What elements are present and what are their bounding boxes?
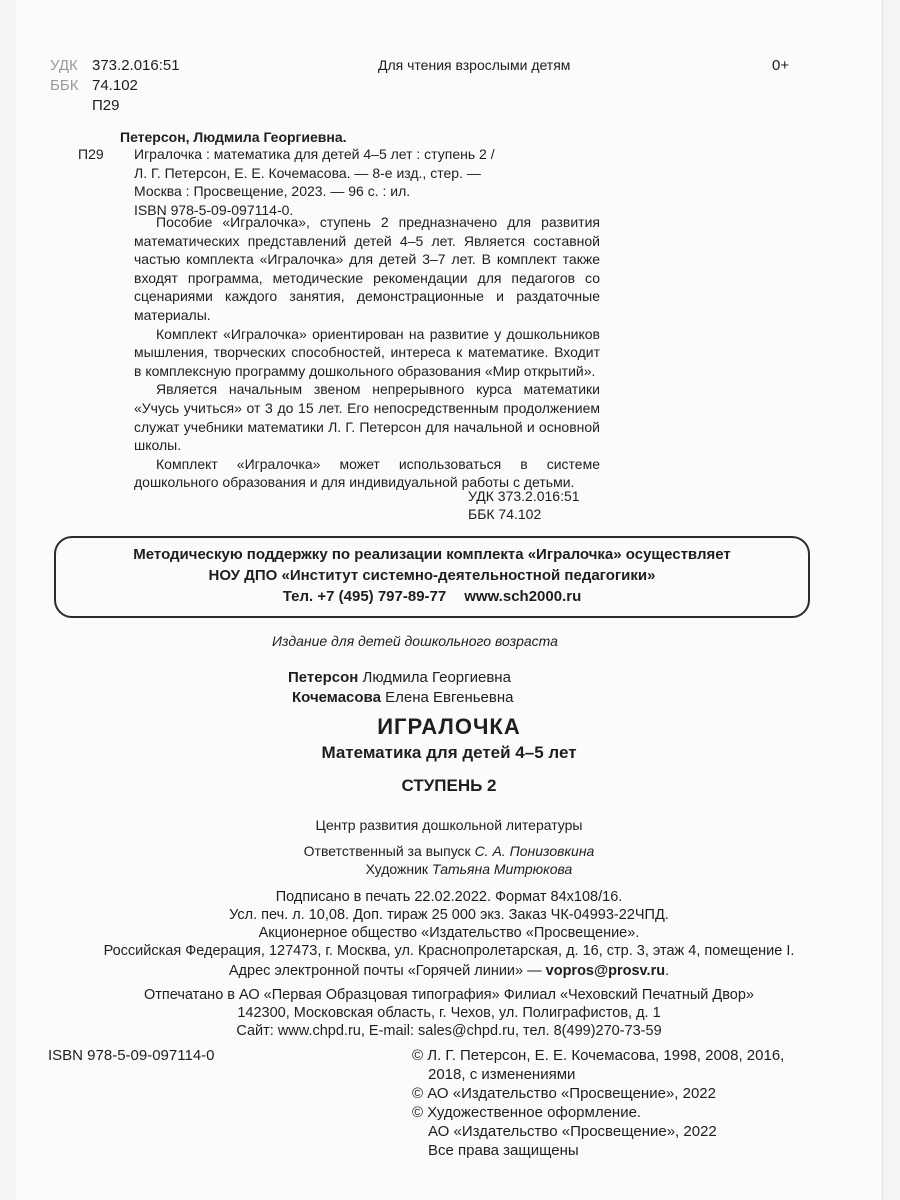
author-2 bbox=[292, 688, 513, 707]
support-line-2: НОУ ДПО «Институт системно-деятельностной педагогики» bbox=[208, 567, 656, 584]
email-label: Адрес электронной почты «Горячей линии» — bbox=[228, 963, 542, 979]
annotation-paragraph: Комплект «Игралочка» ориентирован на развитие у дошкольников мышления, творческих способностей, интереса к математике. Входит в комплексную программу дошкольного образования «Мир открытий». bbox=[134, 325, 600, 379]
biblio-sign: П29 bbox=[78, 146, 104, 162]
imprint-email-line bbox=[16, 962, 882, 981]
biblio-line: Игралочка : математика для детей 4–5 лет : ступень 2 / bbox=[134, 146, 495, 162]
annotation-paragraph: Комплект «Игралочка» может использоваться в системе дошкольного образования и для индивидуальной работы с детьми. bbox=[134, 455, 600, 491]
hotline-email[interactable]: vopros@prosv.ru bbox=[545, 963, 666, 979]
edition-note: Издание для детей дошкольного возраста bbox=[272, 633, 558, 649]
support-phone: Тел. +7 (495) 797-89-77 bbox=[282, 588, 447, 605]
page bbox=[16, 0, 883, 1200]
audience-note: Для чтения взрослыми детям bbox=[378, 57, 571, 73]
support-website[interactable]: www.sch2000.ru bbox=[464, 588, 582, 605]
footer-isbn: ISBN 978-5-09-097114-0 bbox=[48, 1047, 215, 1064]
bbk-footer: ББК 74.102 bbox=[468, 506, 542, 522]
responsible-name: С. А. Понизовкина bbox=[474, 843, 595, 859]
udk-label: УДК bbox=[50, 57, 78, 74]
bbk-label: ББК bbox=[50, 77, 79, 94]
annotation-paragraph: Пособие «Игралочка», ступень 2 предназначено для развития математических представлений детей 4–5 лет. Является составной частью комплекта «Игралочка» для детей 3–7 лет. В комплект также входят программа, методические рекомендации для педагогов со сценариями каждого занятия, демонстрационные и раздаточные материалы. bbox=[134, 214, 600, 323]
imprint-printer-address: 142300, Московская область, г. Чехов, ул. Полиграфистов, д. 1 bbox=[237, 1005, 661, 1021]
imprint-sheets: Усл. печ. л. 10,08. Доп. тираж 25 000 экз. Заказ ЧК-04993-22ЧПД. bbox=[229, 907, 669, 923]
udk-footer: УДК 373.2.016:51 bbox=[468, 488, 580, 504]
imprint-printed: Отпечатано в АО «Первая Образцовая типография» Филиал «Чеховский Печатный Двор» bbox=[143, 987, 754, 1003]
annotation bbox=[134, 213, 600, 492]
copyright-line: Все права защищены bbox=[428, 1142, 579, 1159]
imprint-publisher: Акционерное общество «Издательство «Просвещение». bbox=[258, 925, 640, 941]
copyright-line: 2018, с изменениями bbox=[428, 1066, 576, 1083]
copyright-line: © АО «Издательство «Просвещение», 2022 bbox=[412, 1085, 716, 1102]
book-level: СТУПЕНЬ 2 bbox=[401, 776, 497, 795]
credits-artist bbox=[36, 860, 900, 878]
author-1 bbox=[288, 668, 511, 687]
copyright-line: АО «Издательство «Просвещение», 2022 bbox=[428, 1123, 717, 1140]
author-surname: Кочемасова bbox=[292, 689, 381, 706]
biblio-line: Л. Г. Петерсон, Е. Е. Кочемасова. — 8-е изд., стер. — bbox=[134, 164, 481, 181]
biblio-line: Москва : Просвещение, 2023. — 96 с. : ил. bbox=[134, 183, 411, 200]
email-end: . bbox=[665, 963, 670, 979]
imprint-signed: Подписано в печать 22.02.2022. Формат 84x108/16. bbox=[275, 889, 623, 905]
imprint-address: Российская Федерация, 127473, г. Москва, ул. Краснопролетарская, д. 16, стр. 3, этаж 4, помещение I. bbox=[103, 943, 795, 959]
udk-value: 373.2.016:51 bbox=[92, 57, 180, 74]
artist-name: Татьяна Митрюкова bbox=[431, 861, 573, 877]
udk-row bbox=[50, 56, 180, 75]
artist-label: Художник bbox=[365, 861, 429, 877]
bbk-value: 74.102 bbox=[92, 77, 138, 94]
biblio-line: ISBN 978-5-09-097114-0. bbox=[134, 201, 294, 218]
author-name: Людмила Георгиевна bbox=[362, 669, 511, 686]
book-title: ИГРАЛОЧКА bbox=[377, 714, 521, 739]
biblio-author-heading: Петерсон, Людмила Георгиевна. bbox=[120, 129, 347, 145]
author-name: Елена Евгеньевна bbox=[385, 689, 514, 706]
author-sign: П29 bbox=[92, 97, 120, 114]
imprint-printer-site: Сайт: www.chpd.ru, E-mail: sales@chpd.ru, тел. 8(499)270-73-59 bbox=[236, 1023, 662, 1039]
credits-responsible bbox=[16, 842, 882, 860]
annotation-paragraph: Является начальным звеном непрерывного курса математики «Учусь учиться» от 3 до 15 лет. Его непосредственным продолжением служат учебники математики Л. Г. Петерсон для начальной и основной школы. bbox=[134, 381, 600, 454]
bbk-row bbox=[50, 76, 138, 95]
responsible-label: Ответственный за выпуск bbox=[303, 843, 471, 859]
book-subtitle: Математика для детей 4–5 лет bbox=[321, 743, 577, 762]
copyright-line: © Художественное оформление. bbox=[412, 1104, 642, 1121]
copyright-line: © Л. Г. Петерсон, Е. Е. Кочемасова, 1998, 2008, 2016, bbox=[412, 1047, 785, 1064]
credits-center: Центр развития дошкольной литературы bbox=[315, 817, 583, 833]
author-surname: Петерсон bbox=[288, 669, 359, 686]
support-line-1: Методическую поддержку по реализации комплекта «Игралочка» осуществляет bbox=[133, 546, 731, 563]
support-box bbox=[54, 536, 810, 618]
biblio-description bbox=[134, 145, 600, 219]
support-contacts bbox=[56, 587, 808, 606]
age-rating: 0+ bbox=[772, 57, 790, 74]
